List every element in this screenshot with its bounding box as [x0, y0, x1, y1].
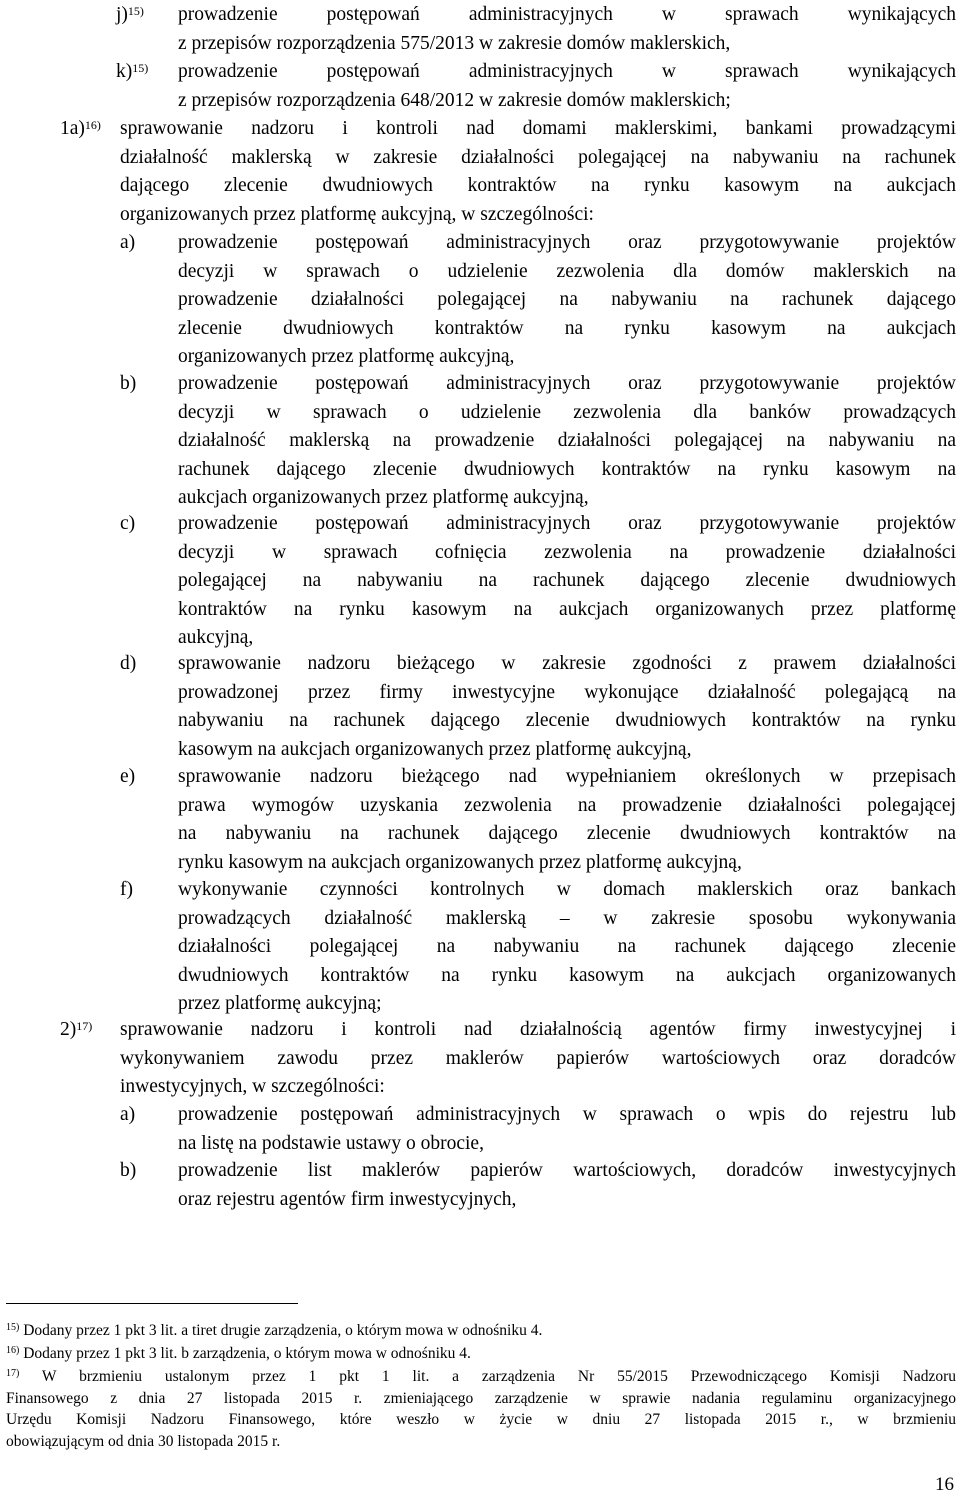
item-text-line: wykonywaniem zawodu przez maklerów papierów wartościowych oraz doradców	[120, 1047, 956, 1069]
item-text-line: aukcyjną,	[178, 627, 254, 649]
item-text-line: dającego zlecenie dwudniowych kontraktów na rynku kasowym na aukcjach	[120, 175, 956, 197]
list-item-2-a	[120, 1101, 956, 1158]
item-text-line: prowadzenie postępowań administracyjnych w sprawach o wpis do rejestru lub	[178, 1104, 956, 1125]
footnote-15	[6, 1320, 956, 1342]
item-text-line: z przepisów rozporządzenia 648/2012 w zakresie domów maklerskich;	[178, 89, 731, 111]
item-label: a)	[120, 232, 136, 253]
item-label: b)	[120, 373, 137, 394]
item-label: 2)$^{17)}$	[60, 1019, 93, 1040]
item-text-line: na nabywaniu na rachunek dającego zlecenie dwudniowych kontraktów na	[178, 823, 956, 845]
item-text-line: aukcjach organizowanych przez platformę aukcyjną,	[178, 487, 589, 509]
item-text-line: z przepisów rozporządzenia 575/2013 w zakresie domów maklerskich,	[178, 32, 731, 54]
item-label: c)	[120, 513, 136, 534]
item-text-line: decyzji w sprawach o udzielenie zezwolenia dla domów maklerskich na	[178, 260, 956, 282]
footnote-text: Dodany przez 1 pkt 3 lit. b zarządzenia, o którym mowa w odnośniku 4.	[23, 1345, 471, 1362]
footnote-text: W brzmieniu ustalonym przez 1 pkt 1 lit. a zarządzenia Nr 55/2015 Przewodniczącego Komisji Nadzoru	[41, 1368, 956, 1385]
item-text-line: kasowym na aukcjach organizowanych przez platformę aukcyjną,	[178, 738, 692, 760]
item-text-line: działalność maklerską w zakresie działalności polegającej na nabywaniu na rachunek	[120, 146, 956, 168]
item-text-line: organizowanych przez platformę aukcyjną, w szczególności:	[120, 203, 594, 225]
footnote-text: obowiązującym od dnia 30 listopada 2015 r.	[6, 1432, 281, 1450]
item-text-line: prowadzenie postępowań administracyjnych oraz przygotowywanie projektów	[178, 232, 956, 253]
footnote-16	[6, 1343, 956, 1365]
item-label: k)$^{15)}$	[116, 61, 149, 82]
item-label: b)	[120, 1160, 137, 1181]
item-text-line: inwestycyjnych, w szczególności:	[120, 1076, 385, 1098]
item-text-line: prowadzenie postępowań administracyjnych oraz przygotowywanie projektów	[178, 513, 956, 534]
item-text-line: na listę na podstawie ustawy o obrocie,	[178, 1132, 484, 1154]
item-text-line: nabywaniu na rachunek dającego zlecenie dwudniowych kontraktów na rynku	[178, 710, 956, 732]
list-item-2	[60, 1016, 956, 1102]
item-text-line: prowadzenie postępowań administracyjnych w sprawach wynikających	[178, 61, 956, 82]
item-text-line: działalność maklerską na prowadzenie działalności polegającej na nabywaniu na	[178, 430, 956, 452]
item-text-line: działalności polegającej na nabywaniu na rachunek dającego zlecenie	[178, 936, 956, 958]
item-label: e)	[120, 766, 136, 787]
item-label: j)$^{15)}$	[116, 4, 144, 25]
item-text-line: polegającej na nabywaniu na rachunek dającego zlecenie dwudniowych	[178, 570, 956, 592]
item-text-line: sprawowanie nadzoru bieżącego w zakresie zgodności z prawem działalności	[178, 653, 956, 674]
item-text-line: prowadzenie postępowań administracyjnych oraz przygotowywanie projektów	[178, 373, 956, 394]
footnote-text: Urzędu Komisji Nadzoru Finansowego, które weszło w życie w dniu 27 listopada 2015 r., w brzmieniu	[6, 1411, 956, 1429]
list-item-d	[120, 650, 956, 764]
item-text-line: oraz rejestru agentów firm inwestycyjnych,	[178, 1188, 517, 1210]
item-text-line: prawa wymogów uzyskania zezwolenia na prowadzenie działalności polegającej	[178, 794, 956, 816]
item-label: 1a)$^{16)}$	[60, 118, 101, 139]
item-text-line: prowadzonej przez firmy inwestycyjne wykonujące działalność polegającą na	[178, 681, 956, 703]
list-item-k	[116, 58, 956, 115]
footnote-number: 16)	[6, 1345, 20, 1356]
item-text-line: decyzji w sprawach cofnięcia zezwolenia na prowadzenie działalności	[178, 541, 956, 563]
item-text-line: prowadzenie list maklerów papierów wartościowych, doradców inwestycyjnych	[178, 1160, 956, 1181]
item-text-line: decyzji w sprawach o udzielenie zezwolenia dla banków prowadzących	[178, 401, 956, 423]
item-label: d)	[120, 653, 137, 674]
list-item-j	[116, 1, 956, 58]
footnote-text: Finansowego z dnia 27 listopada 2015 r. zmieniającego zarządzenie w sprawie nadania regulaminu organizacyjnego	[6, 1389, 956, 1407]
item-text-line: organizowanych przez platformę aukcyjną,	[178, 346, 515, 368]
footnote-text: Dodany przez 1 pkt 3 lit. a tiret drugie zarządzenia, o którym mowa w odnośniku 4.	[23, 1322, 543, 1339]
item-text-line: przez platformę aukcyjną;	[178, 993, 382, 1015]
item-label: a)	[120, 1104, 136, 1125]
footnote-separator	[6, 1303, 298, 1304]
item-text-line: sprawowanie nadzoru i kontroli nad działalnością agentów firmy inwestycyjnej i	[120, 1019, 956, 1040]
item-text-line: sprawowanie nadzoru i kontroli nad domami maklerskimi, bankami prowadzącymi	[120, 118, 956, 139]
list-item-a	[120, 229, 956, 372]
item-text-line: rachunek dającego zlecenie dwudniowych kontraktów na rynku kasowym na	[178, 458, 956, 480]
list-item-2-b	[120, 1157, 956, 1214]
item-text-line: wykonywanie czynności kontrolnych w domach maklerskich oraz bankach	[178, 879, 956, 900]
list-item-b	[120, 370, 956, 513]
item-text-line: sprawowanie nadzoru bieżącego nad wypełnianiem określonych w przepisach	[178, 766, 956, 787]
item-text-line: prowadzących działalność maklerską – w zakresie sposobu wykonywania	[178, 907, 956, 929]
footnote-number: 17)	[6, 1368, 20, 1379]
item-text-line: prowadzenie działalności polegającej na nabywaniu na rachunek dającego	[178, 289, 956, 311]
item-text-line: prowadzenie postępowań administracyjnych w sprawach wynikających	[178, 4, 956, 25]
list-item-e	[120, 763, 956, 877]
footnote-17	[6, 1366, 956, 1452]
item-label: f)	[120, 879, 133, 900]
item-text-line: kontraktów na rynku kasowym na aukcjach organizowanych przez platformę	[178, 598, 956, 620]
item-text-line: zlecenie dwudniowych kontraktów na rynku kasowym na aukcjach	[178, 317, 956, 339]
list-item-f	[120, 876, 956, 1019]
footnote-number: 15)	[6, 1322, 20, 1333]
list-item-1a	[60, 115, 956, 229]
page-number: 16	[935, 1474, 954, 1495]
list-item-c	[120, 510, 956, 653]
item-text-line: dwudniowych kontraktów na rynku kasowym na aukcjach organizowanych	[178, 964, 956, 986]
item-text-line: rynku kasowym na aukcjach organizowanych przez platformę aukcyjną,	[178, 851, 742, 873]
